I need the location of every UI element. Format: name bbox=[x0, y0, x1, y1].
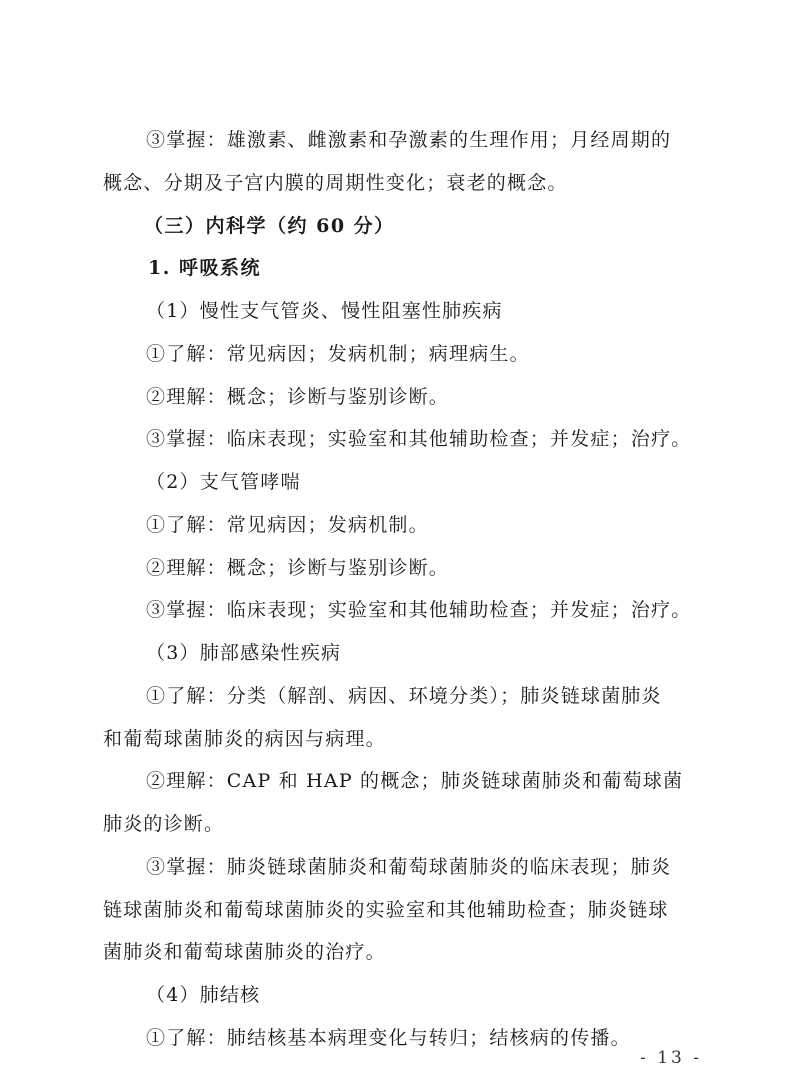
section-heading: （三）内科学（约 60 分） bbox=[144, 215, 395, 237]
paragraph-line: ③掌握：临床表现；实验室和其他辅助检查；并发症；治疗。 bbox=[146, 428, 692, 450]
paragraph-line: ③掌握：雄激素、雌激素和孕激素的生理作用；月经周期的 bbox=[146, 129, 672, 151]
subsection-heading: 1. 呼吸系统 bbox=[148, 257, 261, 279]
paragraph-line: ①了解：常见病因；发病机制；病理病生。 bbox=[146, 343, 530, 365]
paragraph-line: ③掌握：肺炎链球菌肺炎和葡萄球菌肺炎的临床表现；肺炎 bbox=[146, 856, 672, 878]
paragraph-line: 概念、分期及子宫内膜的周期性变化；衰老的概念。 bbox=[103, 172, 568, 194]
paragraph-line: ①了解：肺结核基本病理变化与转归；结核病的传播。 bbox=[146, 1027, 631, 1049]
topic-heading: （1）慢性支气管炎、慢性阻塞性肺疾病 bbox=[146, 300, 503, 322]
paragraph-line: 链球菌肺炎和葡萄球菌肺炎的实验室和其他辅助检查；肺炎链球 bbox=[103, 899, 669, 921]
topic-heading: （4）肺结核 bbox=[146, 984, 261, 1006]
page-number: - 13 - bbox=[640, 1048, 702, 1068]
paragraph-line: ②理解：概念；诊断与鉴别诊断。 bbox=[146, 557, 450, 579]
paragraph-line: 和葡萄球菌肺炎的病因与病理。 bbox=[103, 728, 386, 750]
paragraph-line: ②理解：CAP 和 HAP 的概念；肺炎链球菌肺炎和葡萄球菌 bbox=[146, 770, 684, 792]
paragraph-line: ③掌握：临床表现；实验室和其他辅助检查；并发症；治疗。 bbox=[146, 599, 692, 621]
paragraph-line: ②理解：概念；诊断与鉴别诊断。 bbox=[146, 386, 450, 408]
paragraph-line: 肺炎的诊断。 bbox=[103, 813, 225, 835]
topic-heading: （2）支气管哮喘 bbox=[146, 471, 301, 493]
paragraph-line: ①了解：分类（解剖、病因、环境分类）；肺炎链球菌肺炎 bbox=[146, 685, 662, 707]
paragraph-line: ①了解：常见病因；发病机制。 bbox=[146, 514, 429, 536]
topic-heading: （3）肺部感染性疾病 bbox=[146, 642, 342, 664]
paragraph-line: 菌肺炎和葡萄球菌肺炎的治疗。 bbox=[103, 941, 386, 963]
